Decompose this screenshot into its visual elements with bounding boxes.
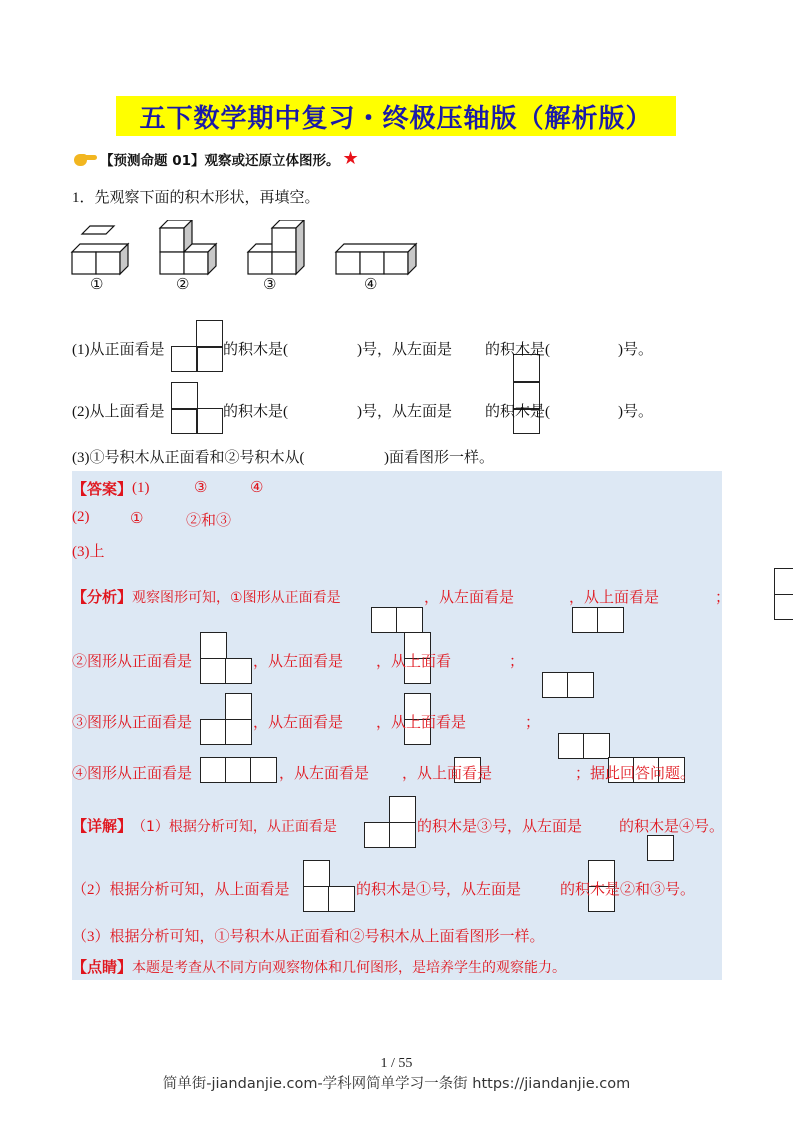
- analysis-line-1: [72, 568, 731, 622]
- topic-text: 【预测命题 01】观察或还原立体图形。: [100, 153, 340, 169]
- detail-tag: 【详解】: [72, 817, 133, 835]
- analysis-l1-t4: ；: [715, 590, 731, 606]
- shape-2-front: [200, 632, 252, 684]
- shape-4-front: [200, 757, 277, 783]
- detail-d1-t3: 的积木是④号。: [619, 819, 725, 835]
- analysis-l3-t2: ，从左面看是: [253, 715, 344, 731]
- detail-d2-t1: （2）根据分析可知，从上面看是: [72, 882, 290, 898]
- analysis-l1-t1: 观察图形可知，①图形从正面看是: [132, 589, 341, 606]
- detail-d2-t2: 的积木是①号，从左面是: [356, 882, 522, 898]
- comment-text: 本题是考查从不同方向观察物体和几何图形，是培养学生的观察能力。: [132, 959, 567, 976]
- detail-line-3: （3）根据分析可知，①号积木从正面看和②号积木从上面看图形一样。: [72, 929, 545, 945]
- page-title: 五下数学期中复习・终极压轴版（解析版）: [139, 103, 653, 134]
- detail-d1-t2: 的积木是③号，从左面是: [417, 819, 583, 835]
- answer-line1-label: (1): [132, 480, 150, 496]
- answer-line-1: [72, 478, 150, 499]
- analysis-l1-t2: ，从左面看是: [424, 590, 515, 606]
- part1-mid1: 的积木是(: [223, 342, 288, 358]
- cube-figures-illustration: [70, 220, 430, 278]
- question-part-1: [72, 320, 732, 374]
- analysis-l4-t1: ④图形从正面看是: [72, 766, 193, 782]
- part1-prefix: (1)从正面看是: [72, 342, 165, 358]
- detail-line-2: [72, 860, 722, 914]
- detail-line1-lead: [72, 815, 337, 836]
- analysis-l2-t3: ，从上面看: [376, 654, 452, 670]
- figure-label-1: ①: [90, 277, 104, 293]
- question-part-2: [72, 382, 732, 436]
- page-number: 1 / 55: [380, 1056, 413, 1071]
- answer-tag: 【答案】: [72, 480, 133, 498]
- front-view-shape-1: [171, 320, 223, 372]
- figure-label-3: ③: [263, 277, 277, 293]
- analysis-l2-t2: ，从左面看是: [253, 654, 344, 670]
- comment-tag: 【点睛】: [72, 958, 133, 976]
- analysis-l2-t1: ②图形从正面看是: [72, 654, 193, 670]
- answer-line2-label: (2): [72, 509, 90, 525]
- topic-heading: [72, 148, 359, 170]
- analysis-l3-t4: ；: [525, 715, 541, 731]
- analysis-l2-t4: ；: [509, 654, 525, 670]
- answer-1a: ③: [194, 480, 208, 496]
- question-stem: [72, 186, 320, 207]
- question-stem-text: 1．先观察下面的积木形状，再填空。: [72, 190, 320, 206]
- answer-2b: ②和③: [186, 513, 232, 529]
- title-banner: [116, 96, 676, 136]
- analysis-l4-t2: ，从左面看是: [279, 766, 370, 782]
- analysis-line-2: [72, 632, 722, 686]
- analysis-line1-lead: [72, 586, 341, 607]
- answer-line-3: (3)上: [72, 544, 105, 560]
- detail-d1-t1: （1）根据分析可知，从正面看是: [132, 818, 337, 835]
- shape-1-left: [572, 607, 624, 633]
- part3-text: (3)①号积木从正面看和②号积木从(: [72, 450, 305, 466]
- figure-label-4: ④: [364, 277, 378, 293]
- part2-mid3: 的积木是(: [485, 404, 550, 420]
- analysis-line-4: [72, 755, 722, 785]
- analysis-l4-t4: ；据此回答问题。: [575, 766, 696, 782]
- detail-d2-t3: 的积木是②和③号。: [560, 882, 696, 898]
- detail-shape-top: [303, 860, 355, 912]
- detail-shape-left: [647, 835, 674, 861]
- top-view-shape-2: [171, 382, 223, 434]
- detail-line-1: [72, 796, 732, 850]
- block-figures: [70, 220, 430, 278]
- shape-1-top: [774, 568, 793, 620]
- analysis-l1-t3: ，从上面看是: [569, 590, 660, 606]
- answer-1b: ④: [250, 480, 264, 496]
- analysis-tag: 【分析】: [72, 588, 133, 606]
- analysis-l3-t1: ③图形从正面看是: [72, 715, 193, 731]
- part1-mid3: 的积木是(: [485, 342, 550, 358]
- analysis-l3-t3: ，从上面看是: [376, 715, 467, 731]
- part3-suffix: )面看图形一样。: [384, 450, 494, 466]
- detail-shape-front: [364, 796, 416, 848]
- shape-1-front: [371, 607, 423, 633]
- analysis-line-3: [72, 693, 722, 747]
- footer-site-link[interactable]: 简单街-jiandanjie.com-学科网简单学习一条街 https://jiandanjie.com: [162, 1076, 631, 1092]
- part2-mid2: )号，从左面是: [357, 404, 452, 420]
- analysis-l4-t3: ，从上面看是: [402, 766, 493, 782]
- shape-3-front: [200, 693, 252, 745]
- answer-2a: ①: [130, 511, 144, 527]
- question-part-3: [72, 446, 732, 466]
- figure-label-2: ②: [176, 277, 190, 293]
- part2-prefix: (2)从上面看是: [72, 404, 165, 420]
- comment-line: [72, 956, 566, 977]
- star-icon: ★: [342, 148, 359, 169]
- part2-mid1: 的积木是(: [223, 404, 288, 420]
- part1-suffix: )号。: [618, 342, 653, 358]
- answer-panel: [72, 471, 731, 980]
- part2-suffix: )号。: [618, 404, 653, 420]
- pointing-hand-icon: [72, 152, 98, 166]
- part1-mid2: )号，从左面是: [357, 342, 452, 358]
